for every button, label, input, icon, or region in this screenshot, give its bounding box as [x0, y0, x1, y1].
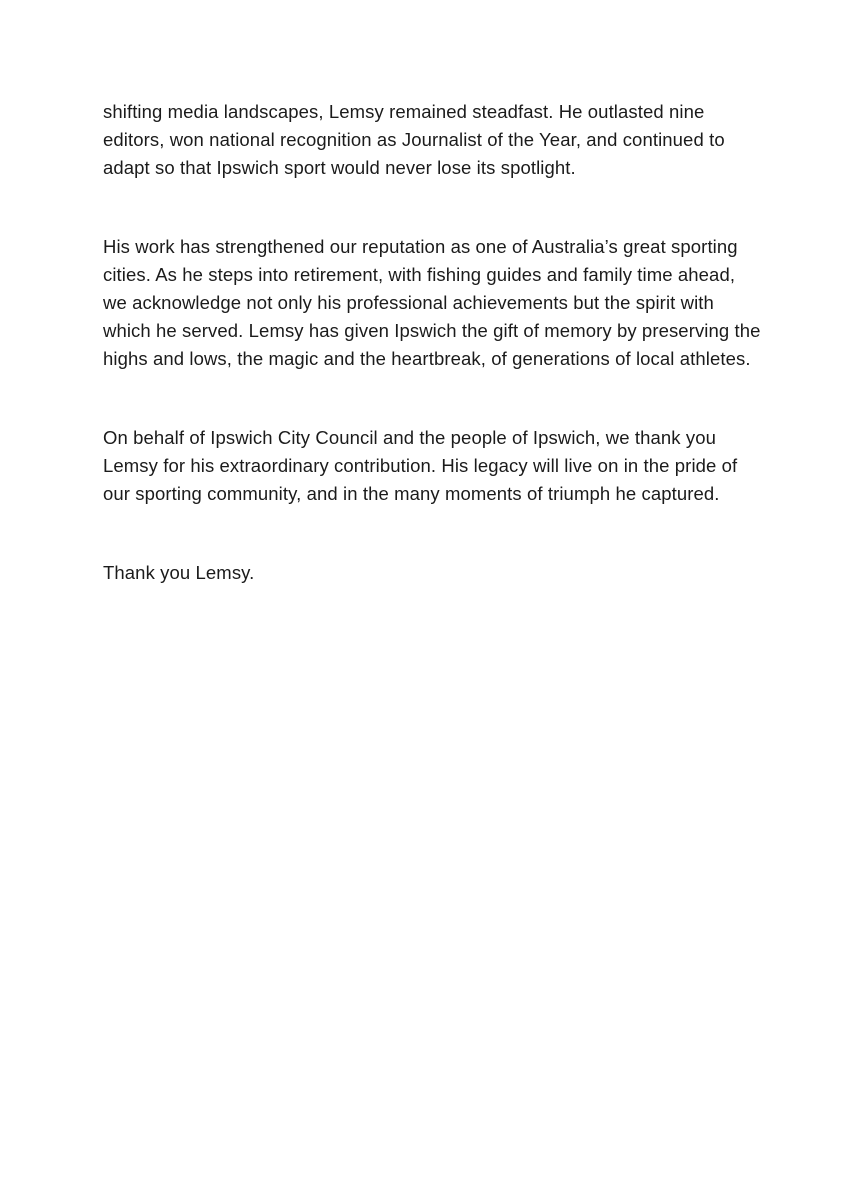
paragraph-4-closing: [103, 559, 753, 587]
text-line: shifting media landscapes, Lemsy remained steadfast. He outlasted nine: [103, 101, 705, 122]
paragraph-2: [103, 233, 761, 373]
text-line: which he served. Lemsy has given Ipswich the gift of memory by preserving the: [103, 320, 761, 341]
text-line: cities. As he steps into retirement, with fishing guides and family time ahead,: [103, 264, 736, 285]
text-line: adapt so that Ipswich sport would never lose its spotlight.: [103, 157, 576, 178]
text-line: our sporting community, and in the many moments of triumph he captured.: [103, 483, 720, 504]
text-line: His work has strengthened our reputation as one of Australia’s great sporting: [103, 236, 738, 257]
text-line: Lemsy for his extraordinary contribution. His legacy will live on in the pride of: [103, 455, 738, 476]
paragraph-3: [103, 424, 753, 508]
text-line: Thank you Lemsy.: [103, 562, 255, 583]
paragraph-1: [103, 98, 753, 182]
document-body: [103, 98, 761, 638]
text-line: On behalf of Ipswich City Council and the people of Ipswich, we thank you: [103, 427, 717, 448]
text-line: highs and lows, the magic and the heartbreak, of generations of local athletes.: [103, 348, 751, 369]
text-line: editors, won national recognition as Journalist of the Year, and continued to: [103, 129, 725, 150]
text-line: we acknowledge not only his professional achievements but the spirit with: [103, 292, 714, 313]
